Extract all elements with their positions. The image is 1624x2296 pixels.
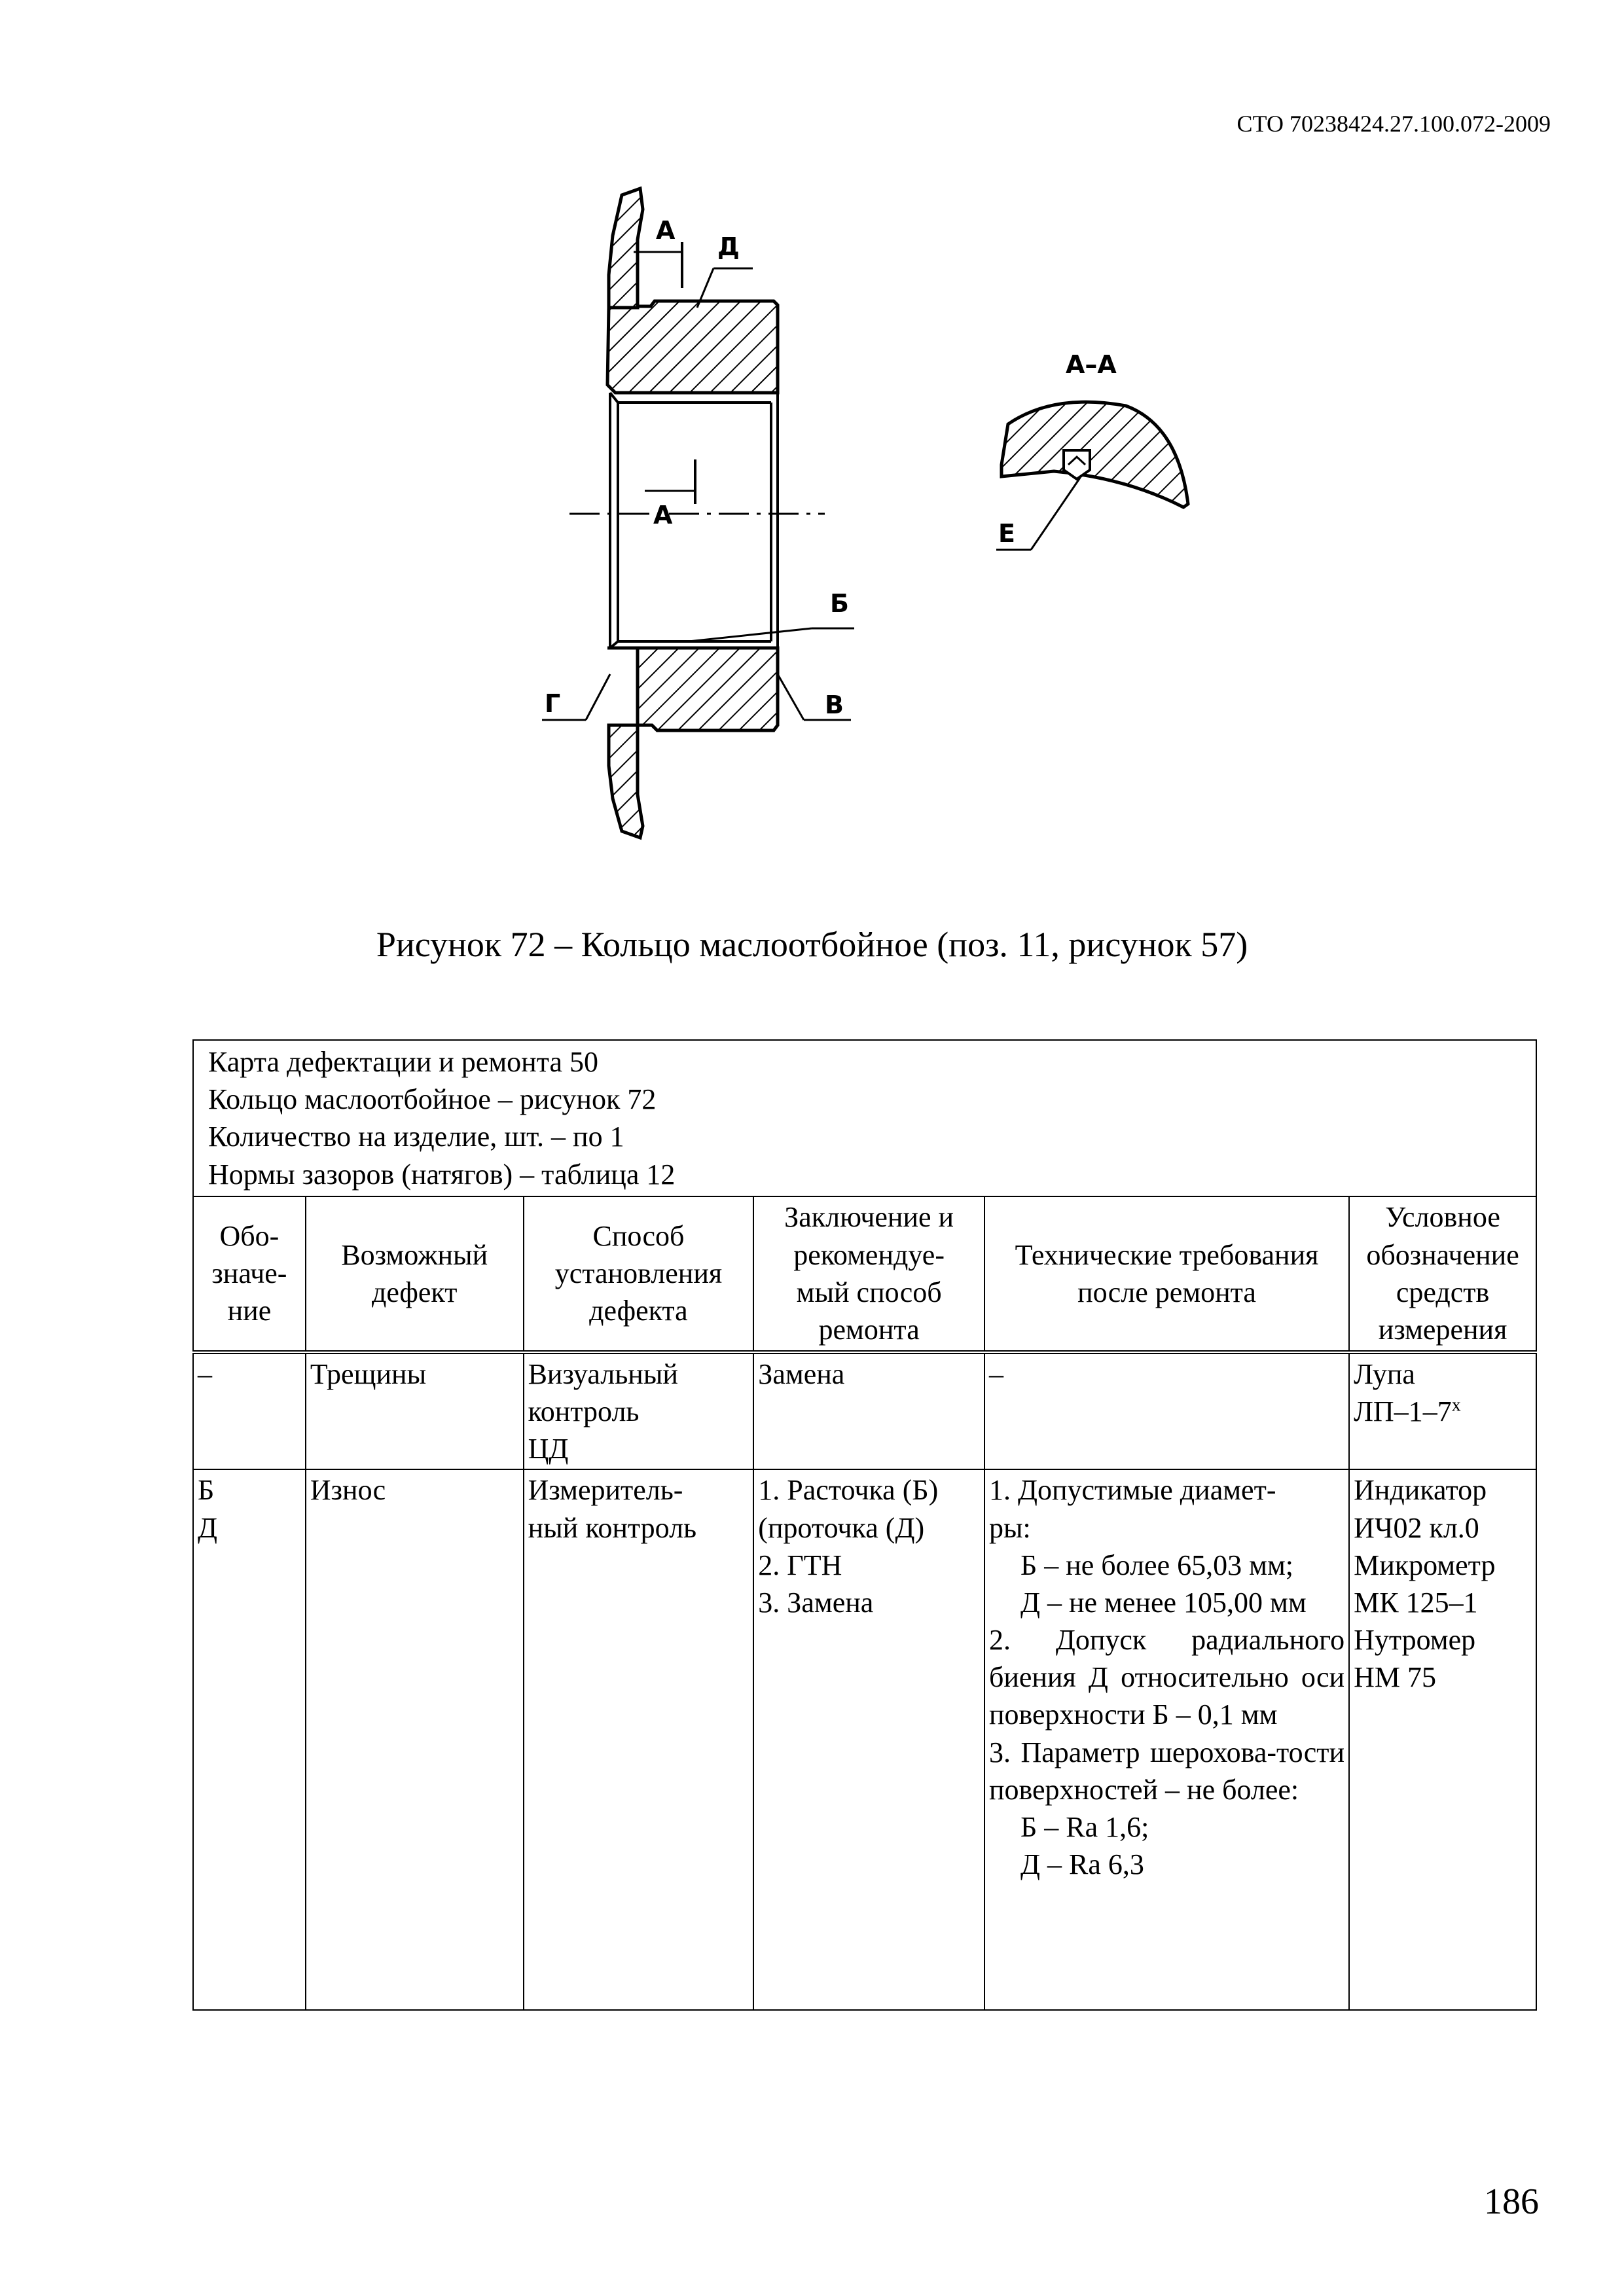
label-a-mid: А — [653, 501, 673, 529]
card-quantity: Количество на изделие, шт. – по 1 — [208, 1121, 624, 1153]
cell-conclusion: 1. Расточка (Б) (проточка (Д) 2. ГТН 3. Замена — [753, 1469, 984, 2010]
cell-defect: Трещины — [306, 1352, 524, 1470]
header-conclusion: Заключение и рекомендуе- мый способ ремонта — [753, 1196, 984, 1352]
req-line-6: Б – Ra 1,6; — [1020, 1811, 1149, 1843]
req-line-1: 1. Допустимые диамет- ры: — [988, 1474, 1276, 1544]
ring-drawing-svg — [497, 177, 1283, 864]
header-row — [193, 1196, 1536, 1352]
cell-designation: – — [193, 1352, 306, 1470]
cell-method: Визуальный контроль ЦД — [524, 1352, 754, 1470]
document-code: СТО 70238424.27.100.072-2009 — [1236, 111, 1551, 137]
cell-defect: Износ — [306, 1469, 524, 2010]
cell-requirements — [984, 1469, 1349, 2010]
table-row — [193, 1469, 1536, 2010]
figure-caption: Рисунок 72 – Кольцо маслоотбойное (поз. 11, рисунок 57) — [376, 925, 1248, 964]
label-v: В — [825, 691, 844, 719]
card-norms: Нормы зазоров (натягов) – таблица 12 — [208, 1158, 676, 1191]
header-instruments: Условное обозначение средств измерения — [1349, 1196, 1536, 1352]
ring-drawing — [497, 177, 1283, 864]
cell-conclusion: Замена — [753, 1352, 984, 1470]
bore-band — [610, 393, 778, 648]
label-b: Б — [830, 589, 849, 618]
card-title: Карта дефектации и ремонта 50 — [208, 1046, 598, 1078]
header-designation: Обо- значе- ние — [193, 1196, 306, 1352]
header-method: Способ установления дефекта — [524, 1196, 754, 1352]
label-a-top: А — [656, 216, 676, 245]
section-aa-detail — [1001, 402, 1188, 507]
card-meta — [193, 1040, 1536, 1196]
page-number: 186 — [1484, 2181, 1539, 2222]
label-d: Д — [717, 232, 740, 261]
cell-designation: Б Д — [193, 1469, 306, 2010]
req-line-5: 3. Параметр шерохова-тости поверхностей – не более: — [988, 1736, 1345, 1806]
label-e: Е — [998, 519, 1015, 548]
label-g: Г — [545, 689, 561, 718]
req-line-3: Д – не менее 105,00 мм — [1020, 1586, 1307, 1619]
req-line-4: 2. Допуск радиального биения Д относительно оси поверхности Б – 0,1 мм — [988, 1624, 1345, 1731]
cell-requirements: – — [984, 1352, 1349, 1470]
cell-method: Измеритель- ный контроль — [524, 1469, 754, 2010]
defect-repair-card — [192, 1039, 1537, 2011]
label-section-aa: А–А — [1066, 350, 1117, 379]
instruments-sup: х — [1451, 1395, 1461, 1416]
cell-instruments: Индикатор ИЧ02 кл.0 Микрометр МК 125–1 Нутромер НМ 75 — [1349, 1469, 1536, 2010]
cell-instruments — [1349, 1352, 1536, 1470]
header-requirements: Технические требования после ремонта — [984, 1196, 1349, 1352]
instruments-text: Лупа ЛП–1–7 — [1354, 1357, 1452, 1427]
req-line-7: Д – Ra 6,3 — [1020, 1848, 1144, 1881]
req-line-2: Б – не более 65,03 мм; — [1020, 1549, 1294, 1581]
table-row — [193, 1352, 1536, 1470]
header-defect: Возможный дефект — [306, 1196, 524, 1352]
card-part: Кольцо маслоотбойное – рисунок 72 — [208, 1083, 657, 1116]
